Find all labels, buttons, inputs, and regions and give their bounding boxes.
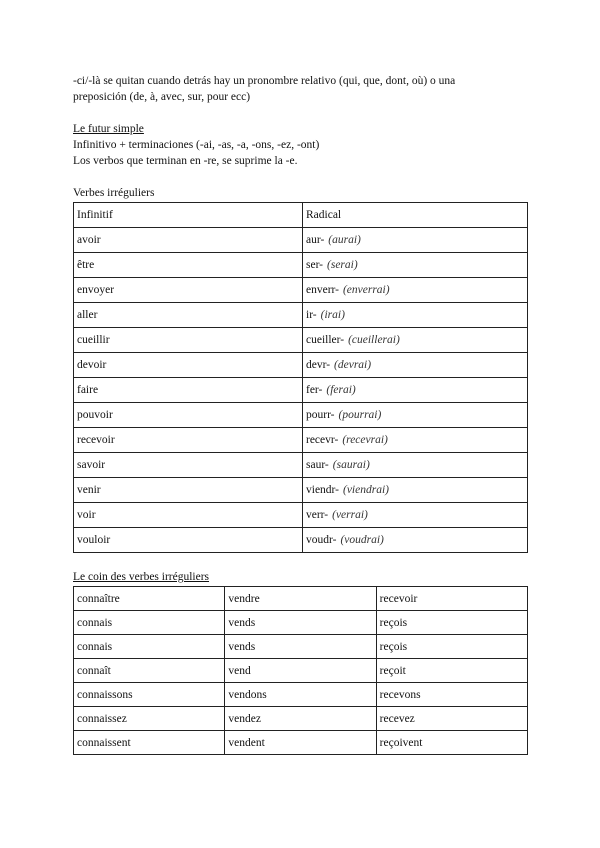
table-row (74, 353, 528, 378)
conjugation-cell: reçois (376, 611, 527, 635)
radical-text: fer- (306, 384, 323, 396)
irregular-verbs-table (73, 202, 528, 553)
document-page (73, 73, 528, 755)
table-row (74, 303, 528, 328)
radical-text: devr- (306, 359, 331, 371)
radical-cell (303, 328, 528, 353)
radical-cell (303, 453, 528, 478)
coin-heading: Le coin des verbes irréguliers (73, 571, 210, 583)
infinitif-cell: recevoir (74, 428, 303, 453)
radical-text: cueiller- (306, 334, 345, 346)
table-row (74, 731, 528, 755)
table-row (74, 328, 528, 353)
future-example: (irai) (320, 309, 345, 321)
radical-cell (303, 503, 528, 528)
radical-cell (303, 428, 528, 453)
conjugation-cell: vendent (225, 731, 376, 755)
radical-cell (303, 403, 528, 428)
conjugation-cell: connaissez (74, 707, 225, 731)
table-row (74, 428, 528, 453)
table-row (74, 659, 528, 683)
future-example: (saurai) (332, 459, 370, 471)
conjugation-cell: connais (74, 635, 225, 659)
conjugation-cell: connaissent (74, 731, 225, 755)
conjugation-cell: vends (225, 635, 376, 659)
infinitif-cell: savoir (74, 453, 303, 478)
table-row (74, 253, 528, 278)
table-row (74, 478, 528, 503)
future-example: (recevrai) (342, 434, 388, 446)
future-example: (devrai) (334, 359, 372, 371)
infinitif-cell: voir (74, 503, 303, 528)
conjugation-cell: vendre (225, 587, 376, 611)
future-example: (voudrai) (340, 534, 384, 546)
infinitif-cell: venir (74, 478, 303, 503)
table-row (74, 403, 528, 428)
header-infinitif: Infinitif (74, 203, 303, 228)
table-row (74, 683, 528, 707)
table-row (74, 707, 528, 731)
conjugation-cell: vends (225, 611, 376, 635)
table-row (74, 453, 528, 478)
table-row (74, 528, 528, 553)
radical-text: enverr- (306, 284, 339, 296)
conjugation-cell: recevons (376, 683, 527, 707)
conjugation-cell: recevoir (376, 587, 527, 611)
intro-line-1: -ci/-là se quitan cuando detrás hay un pronombre relativo (qui, que, dont, où) o una (73, 75, 456, 87)
radical-text: recevr- (306, 434, 339, 446)
table-row (74, 587, 528, 611)
table-row (74, 278, 528, 303)
radical-text: verr- (306, 509, 329, 521)
radical-cell (303, 528, 528, 553)
radical-cell (303, 228, 528, 253)
conjugation-cell: reçoivent (376, 731, 527, 755)
futur-rule-1: Infinitivo + terminaciones (-ai, -as, -a, -ons, -ez, -ont) (73, 139, 320, 151)
infinitif-cell: aller (74, 303, 303, 328)
table-row (74, 228, 528, 253)
conjugation-cell: vend (225, 659, 376, 683)
table-row (74, 611, 528, 635)
infinitif-cell: envoyer (74, 278, 303, 303)
conjugation-table (73, 586, 528, 755)
future-example: (ferai) (326, 384, 356, 396)
conjugation-cell: connaître (74, 587, 225, 611)
radical-cell (303, 253, 528, 278)
future-example: (serai) (327, 259, 358, 271)
infinitif-cell: être (74, 253, 303, 278)
radical-text: viendr- (306, 484, 339, 496)
conjugation-cell: vendez (225, 707, 376, 731)
infinitif-cell: vouloir (74, 528, 303, 553)
radical-cell (303, 353, 528, 378)
infinitif-cell: faire (74, 378, 303, 403)
futur-rule-2: Los verbos que terminan en -re, se suprime la -e. (73, 155, 298, 167)
radical-text: saur- (306, 459, 329, 471)
radical-cell (303, 303, 528, 328)
infinitif-cell: avoir (74, 228, 303, 253)
future-example: (aurai) (328, 234, 361, 246)
conjugation-cell: recevez (376, 707, 527, 731)
table-row (74, 635, 528, 659)
conjugation-cell: reçois (376, 635, 527, 659)
future-example: (cueillerai) (348, 334, 400, 346)
infinitif-cell: cueillir (74, 328, 303, 353)
table-header-row (74, 203, 528, 228)
radical-cell (303, 278, 528, 303)
infinitif-cell: pouvoir (74, 403, 303, 428)
radical-text: voudr- (306, 534, 337, 546)
intro-line-2: preposición (de, à, avec, sur, pour ecc) (73, 91, 251, 103)
conjugation-cell: reçoit (376, 659, 527, 683)
radical-cell (303, 478, 528, 503)
table-row (74, 503, 528, 528)
radical-text: aur- (306, 234, 325, 246)
conjugation-cell: vendons (225, 683, 376, 707)
irregular-verbs-caption: Verbes irréguliers (73, 187, 155, 199)
infinitif-cell: devoir (74, 353, 303, 378)
conjugation-cell: connaît (74, 659, 225, 683)
radical-text: pourr- (306, 409, 335, 421)
future-example: (pourrai) (338, 409, 382, 421)
conjugation-cell: connais (74, 611, 225, 635)
radical-cell (303, 378, 528, 403)
radical-text: ir- (306, 309, 317, 321)
conjugation-cell: connaissons (74, 683, 225, 707)
futur-heading: Le futur simple (73, 123, 144, 135)
future-example: (enverrai) (342, 284, 390, 296)
radical-text: ser- (306, 259, 324, 271)
future-example: (verrai) (332, 509, 368, 521)
table-row (74, 378, 528, 403)
future-example: (viendrai) (342, 484, 389, 496)
header-radical: Radical (303, 203, 528, 228)
